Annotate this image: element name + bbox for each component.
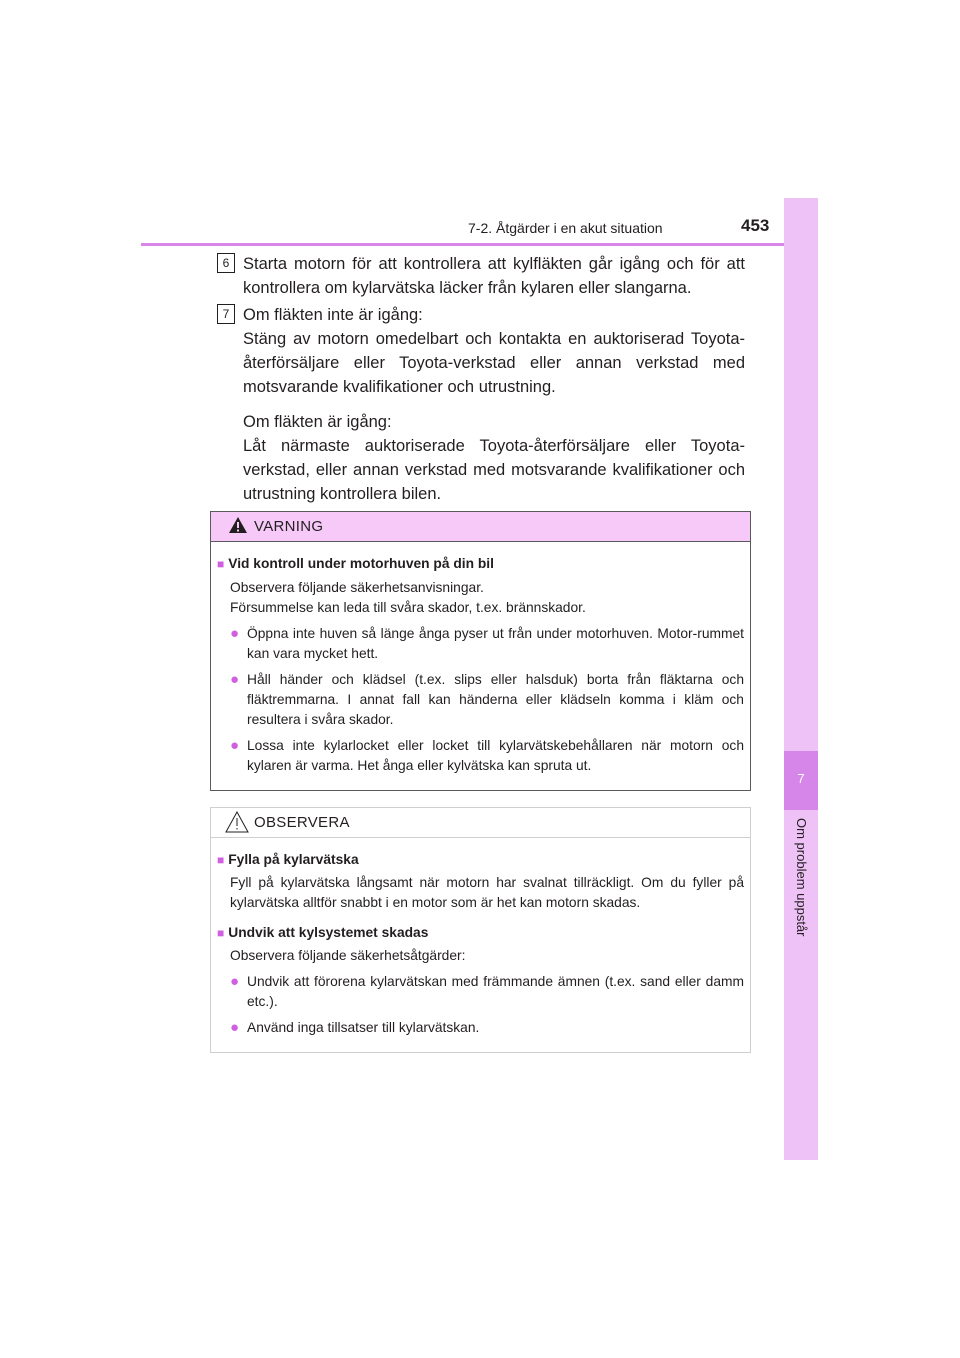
notice-heading-2: ■ Undvik att kylsystemet skadas (217, 925, 429, 940)
step-6-text: Starta motorn för att kontrollera att kylfläkten går igång och för att kontrollera om kylarvätska läcker från kylaren eller slangarna. (243, 255, 745, 297)
warning-bullet: ● Lossa inte kylarlocket eller locket till kylarvätskebehållaren när motorn och kylaren är varma. Het ånga eller kylvätska kan spruta ut. (230, 737, 744, 773)
warning-body (211, 542, 750, 790)
step-6 (243, 252, 745, 300)
chapter-side-tab (784, 198, 818, 1160)
warning-intro-1: Observera följande säkerhetsanvisningar. (230, 580, 484, 595)
warning-triangle-filled-icon (228, 516, 248, 534)
warning-bullet: ● Håll händer och klädsel (t.ex. slips eller halsduk) borta från fläktarna och fläktremmarna. I annat fall kan händerna eller klädseln komma i kläm och resultera i svåra skador. (230, 671, 744, 727)
step-7-condition-on: Om fläkten är igång: (243, 413, 392, 431)
warning-triangle-outline-icon (225, 811, 249, 833)
chapter-number: 7 (797, 771, 805, 786)
warning-intro-2: Försummelse kan leda till svåra skador, t.ex. brännskador. (230, 600, 586, 615)
bullet-dot-icon: ● (230, 1019, 240, 1036)
bullet-dot-icon: ● (230, 973, 240, 990)
step-number-6: 6 (217, 253, 235, 273)
warning-header (211, 512, 750, 542)
notice-header (211, 808, 750, 838)
notice-title: OBSERVERA (254, 814, 350, 831)
notice-bullet: ● Använd inga tillsatser till kylarvätskan. (230, 1019, 480, 1036)
step-7-condition-off: Om fläkten inte är igång: (243, 306, 423, 324)
warning-title: VARNING (254, 518, 324, 535)
square-bullet-icon: ■ (217, 557, 225, 571)
step-7-action-off: Stäng av motorn omedelbart och kontakta en auktoriserad Toyota-återförsäljare eller Toyota-verkstad eller annan verkstad med motsvarande kvalifikationer och utrustning. (243, 330, 745, 396)
notice-text-1: Fyll på kylarvätska långsamt när motorn har svalnat tillräckligt. Om du fyller på kylarvätska alltför snabbt i en motor som är het kan motorn skadas. (230, 875, 744, 910)
step-7 (243, 303, 745, 506)
step-7-action-on: Låt närmaste auktoriserade Toyota-återförsäljare eller Toyota-verkstad, eller annan verkstad med motsvarande kvalifikationer och utrustning kontrollera bilen. (243, 437, 745, 503)
warning-heading: ■ Vid kontroll under motorhuven på din bil (217, 556, 494, 571)
square-bullet-icon: ■ (217, 926, 225, 940)
header-divider (141, 243, 818, 246)
notice-bullet: ● Undvik att förorena kylarvätskan med främmande ämnen (t.ex. sand eller damm etc.). (230, 973, 744, 1009)
square-bullet-icon: ■ (217, 853, 225, 867)
section-title: 7-2. Åtgärder i en akut situation (468, 220, 663, 236)
notice-heading-1: ■ Fylla på kylarvätska (217, 852, 359, 867)
notice-box (210, 807, 751, 1053)
notice-text-2: Observera följande säkerhetsåtgärder: (230, 948, 466, 963)
page-number: 453 (741, 216, 770, 235)
bullet-dot-icon: ● (230, 625, 240, 642)
warning-box (210, 511, 751, 791)
step-number-7: 7 (217, 304, 235, 324)
warning-bullet: ● Öppna inte huven så länge ånga pyser ut från under motorhuven. Motor-rummet kan vara mycket hett. (230, 625, 744, 661)
chapter-label: Om problem uppstår (794, 818, 809, 937)
bullet-dot-icon: ● (230, 671, 240, 688)
notice-body (211, 838, 750, 1052)
bullet-dot-icon: ● (230, 737, 240, 754)
